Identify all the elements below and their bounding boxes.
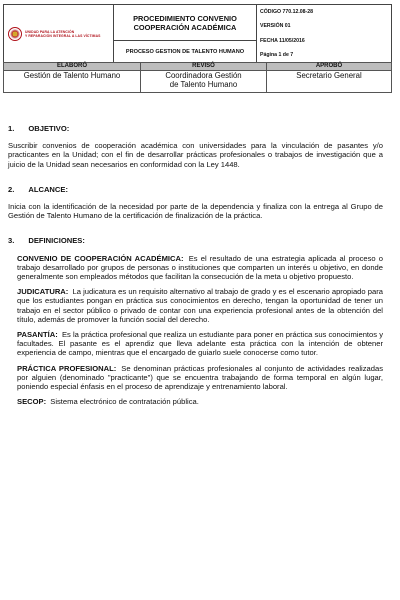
page-number: Página 1 de 7 [260,52,294,59]
header-aprobo: APROBÓ [267,63,392,71]
definition-term: PASANTÍA: [17,330,58,340]
header-reviso: REVISÓ [141,63,267,71]
coat-of-arms-icon [8,27,22,41]
definition-text: La judicatura es un requisito alternativo al trabajo de grado y es el escenario apropiado para que los estudiantes pongan en práctica sus conocimientos en derecho, tengan la oportunidad de tener un trabajo en el sector público o privado de contar con una experiencia profesional antes de la obtención del título, además de promover la función social del derecho. [17,287,383,324]
document-body [8,124,383,406]
definition-item [17,397,383,406]
definitions-list [8,254,383,407]
definition-term: JUDICATURA: [17,287,69,297]
logo-cell [4,5,114,64]
section-objetivo-heading: 1. OBJETIVO: [8,124,70,133]
document-version: VERSIÓN 01 [260,23,291,30]
approvals-table [3,62,392,93]
definition-item [17,287,383,324]
logo-text-line-2: Y REPARACIÓN INTEGRAL A LAS VÍCTIMAS [25,34,101,38]
document-title: PROCEDIMIENTO CONVENIO COOPERACIÓN ACADÉMICA [114,5,256,41]
section-objetivo-text: Suscribir convenios de cooperación académica con universidades para la vinculación de pasantes y/o practicantes en la Unidad; con el fin de desarrollar prácticas profesionales o trabajos de investigación que a juicio de la Unidad sean necesarios en conformidad con la Ley 1448. [8,141,383,169]
definition-text: Sistema electrónico de contratación pública. [50,397,199,407]
definition-term: CONVENIO DE COOPERACIÓN ACADÉMICA: [17,253,184,263]
definition-item [17,330,383,358]
unidad-logo [8,27,109,41]
definition-item [17,254,383,282]
section-alcance-heading: 2. ALCANCE: [8,184,68,194]
section-definiciones-heading: 3. DEFINICIONES: [8,236,85,246]
aprobo-value: Secretario General [267,71,392,93]
definition-term: SECOP: [17,397,47,407]
title-cell [114,5,257,64]
elaboro-value: Gestión de Talento Humano [4,71,141,93]
definition-item [17,364,383,392]
definition-text: Es el resultado de una estrategia aplicada al proceso o trabajo desarrollado por grupos de personas o instituciones que comparten un interés u objetivo, en donde generalmente son empleados métodos que facilitan la consecución de la meta u objetivo propuesto. [17,253,383,282]
process-name: PROCESO GESTION DE TALENTO HUMANO [125,49,245,55]
definition-text: Se denominan prácticas profesionales al conjunto de actividades realizadas por alguien (denominado "practicante") que se encuentra trabajando de forma temporal en algún lugar, poniendo especial énfasis en el proceso de aprendizaje y entrenamiento laboral. [17,363,383,392]
definition-text: Es la práctica profesional que realiza un estudiante para poner en práctica sus conocimientos y facultades. El pasante es el aprendiz que lleva adelante esta práctica con la intención de obtener experiencia de campo, mientras que el encargado de guiarlo suele conocerse como tutor. [17,330,383,358]
logo-text-line-1: UNIDAD PARA LA ATENCIÓN [25,29,75,34]
header-elaboro: ELABORÓ [4,63,141,71]
document-date: FECHA 11/05/2016 [260,37,305,44]
document-header [3,4,392,64]
reviso-value: Coordinadora Gestión de Talento Humano [141,71,267,93]
document-metadata [257,5,392,64]
definition-term: PRÁCTICA PROFESIONAL: [17,363,117,373]
document-code: CÓDIGO 770.12.08-28 [260,8,314,15]
section-alcance-text: Inicia con la identificación de la necesidad por parte de la dependencia y finaliza con la entrega al Grupo de Gestión de Talento Humano de la certificación de finalización de la práctica. [8,202,383,221]
